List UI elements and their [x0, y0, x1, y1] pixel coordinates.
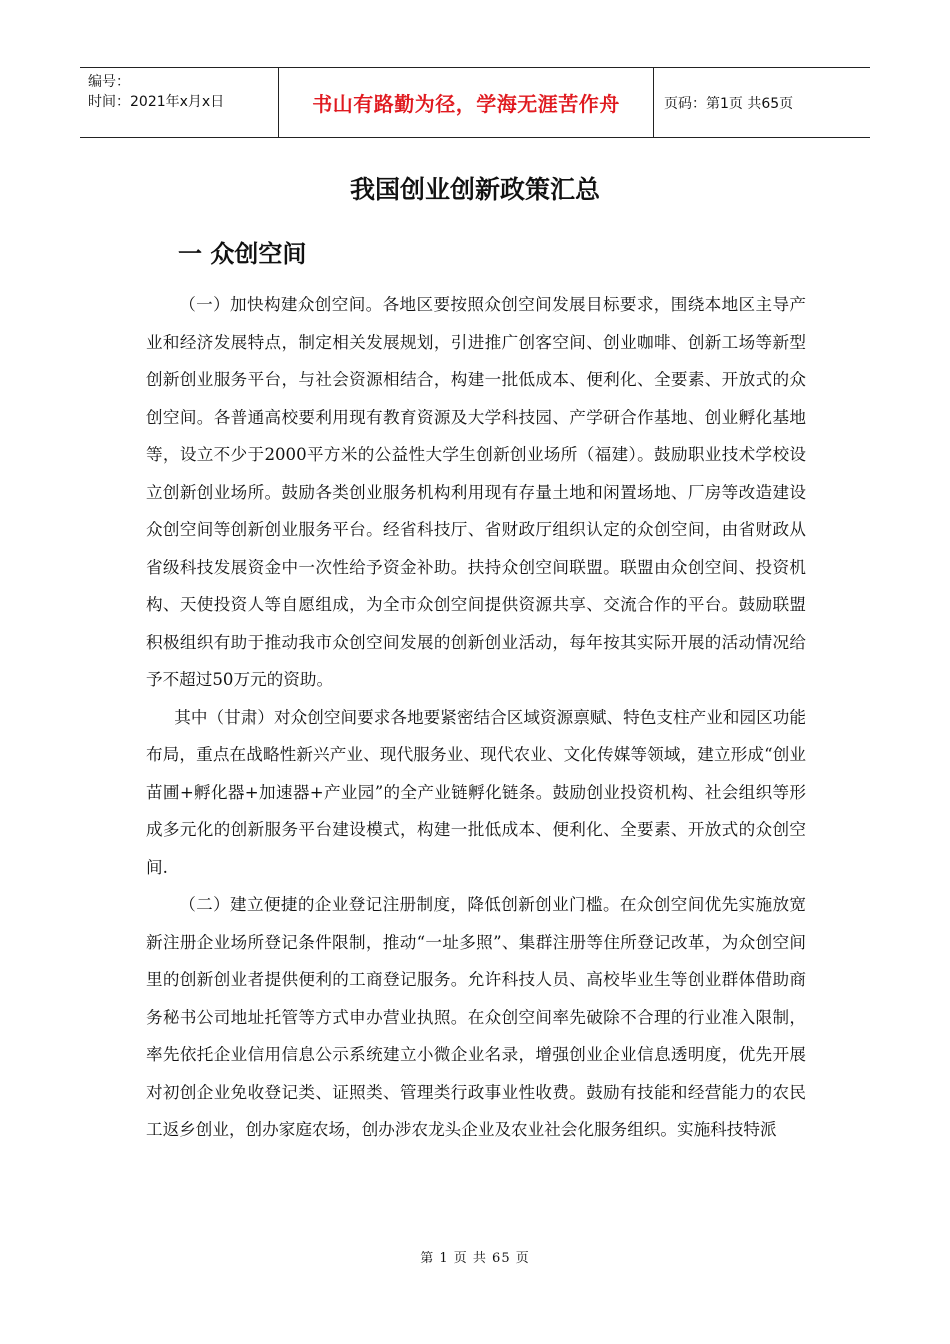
document-title: 我国创业创新政策汇总 — [349, 175, 600, 204]
paragraph: （二）建立便捷的企业登记注册制度，降低创新创业门槛。在众创空间优先实施放宽新注册企业场所登记条件限制，推动“一址多照”、集群注册等住所登记改革，为众创空间里的创新创业者提供便利的工商登记服务。允许科技人员、高校毕业生等创业群体借助商务秘书公司地址托管等方式申办营业执照。在众创空间率先破除不合理的行业准入限制，率先依托企业信用信息公示系统建立小微企业名录，增强创业企业信息透明度，优先开展对初创企业免收登记类、证照类、管理类行政事业性收费。鼓励有技能和经营能力的农民工返乡创业，创办家庭农场，创办涉农龙头企业及农业社会化服务组织。实施科技特派 — [146, 895, 806, 1139]
paragraph: 其中（甘肃）对众创空间要求各地要紧密结合区域资源禀赋、特色支柱产业和园区功能布局，重点在战略性新兴产业、现代服务业、现代农业、文化传媒等领域，建立形成“创业苗圃+孵化器+加速器+产业园”的全产业链孵化链条。鼓励创业投资机构、社会组织等形成多元化的创新服务平台建设模式，构建一批低成本、便利化、全要素、开放式的众创空间. — [146, 707, 806, 877]
header-motto: 书山有路勤为径，学海无涯苦作舟 — [278, 68, 654, 137]
page-footer: 第 1 页 共 65 页 — [420, 1251, 530, 1266]
time-label: 时间：2021年x月x日 — [88, 94, 225, 110]
section-heading: 一 众创空间 — [178, 240, 307, 268]
document-body — [146, 286, 806, 1149]
header-page-info: 页码：第1页 共65页 — [664, 95, 794, 112]
paragraph: （一）加快构建众创空间。各地区要按照众创空间发展目标要求，围绕本地区主导产业和经济发展特点，制定相关发展规划，引进推广创客空间、创业咖啡、创新工场等新型创新创业服务平台，与社会资源相结合，构建一批低成本、便利化、全要素、开放式的众创空间。各普通高校要利用现有教育资源及大学科技园、产学研合作基地、创业孵化基地等，设立不少于2000平方米的公益性大学生创新创业场所（福建）。鼓励职业技术学校设立创新创业场所。鼓励各类创业服务机构利用现有存量土地和闲置场地、厂房等改造建设众创空间等创新创业服务平台。经省科技厅、省财政厅组织认定的众创空间，由省财政从省级科技发展资金中一次性给予资金补助。扶持众创空间联盟。联盟由众创空间、投资机构、天使投资人等自愿组成，为全市众创空间提供资源共享、交流合作的平台。鼓励联盟积极组织有助于推动我市众创空间发展的创新创业活动，每年按其实际开展的活动情况给予不超过50万元的资助。 — [146, 295, 806, 689]
number-label: 编号： — [88, 74, 130, 90]
header-meta — [80, 68, 278, 137]
document-header — [80, 67, 870, 138]
